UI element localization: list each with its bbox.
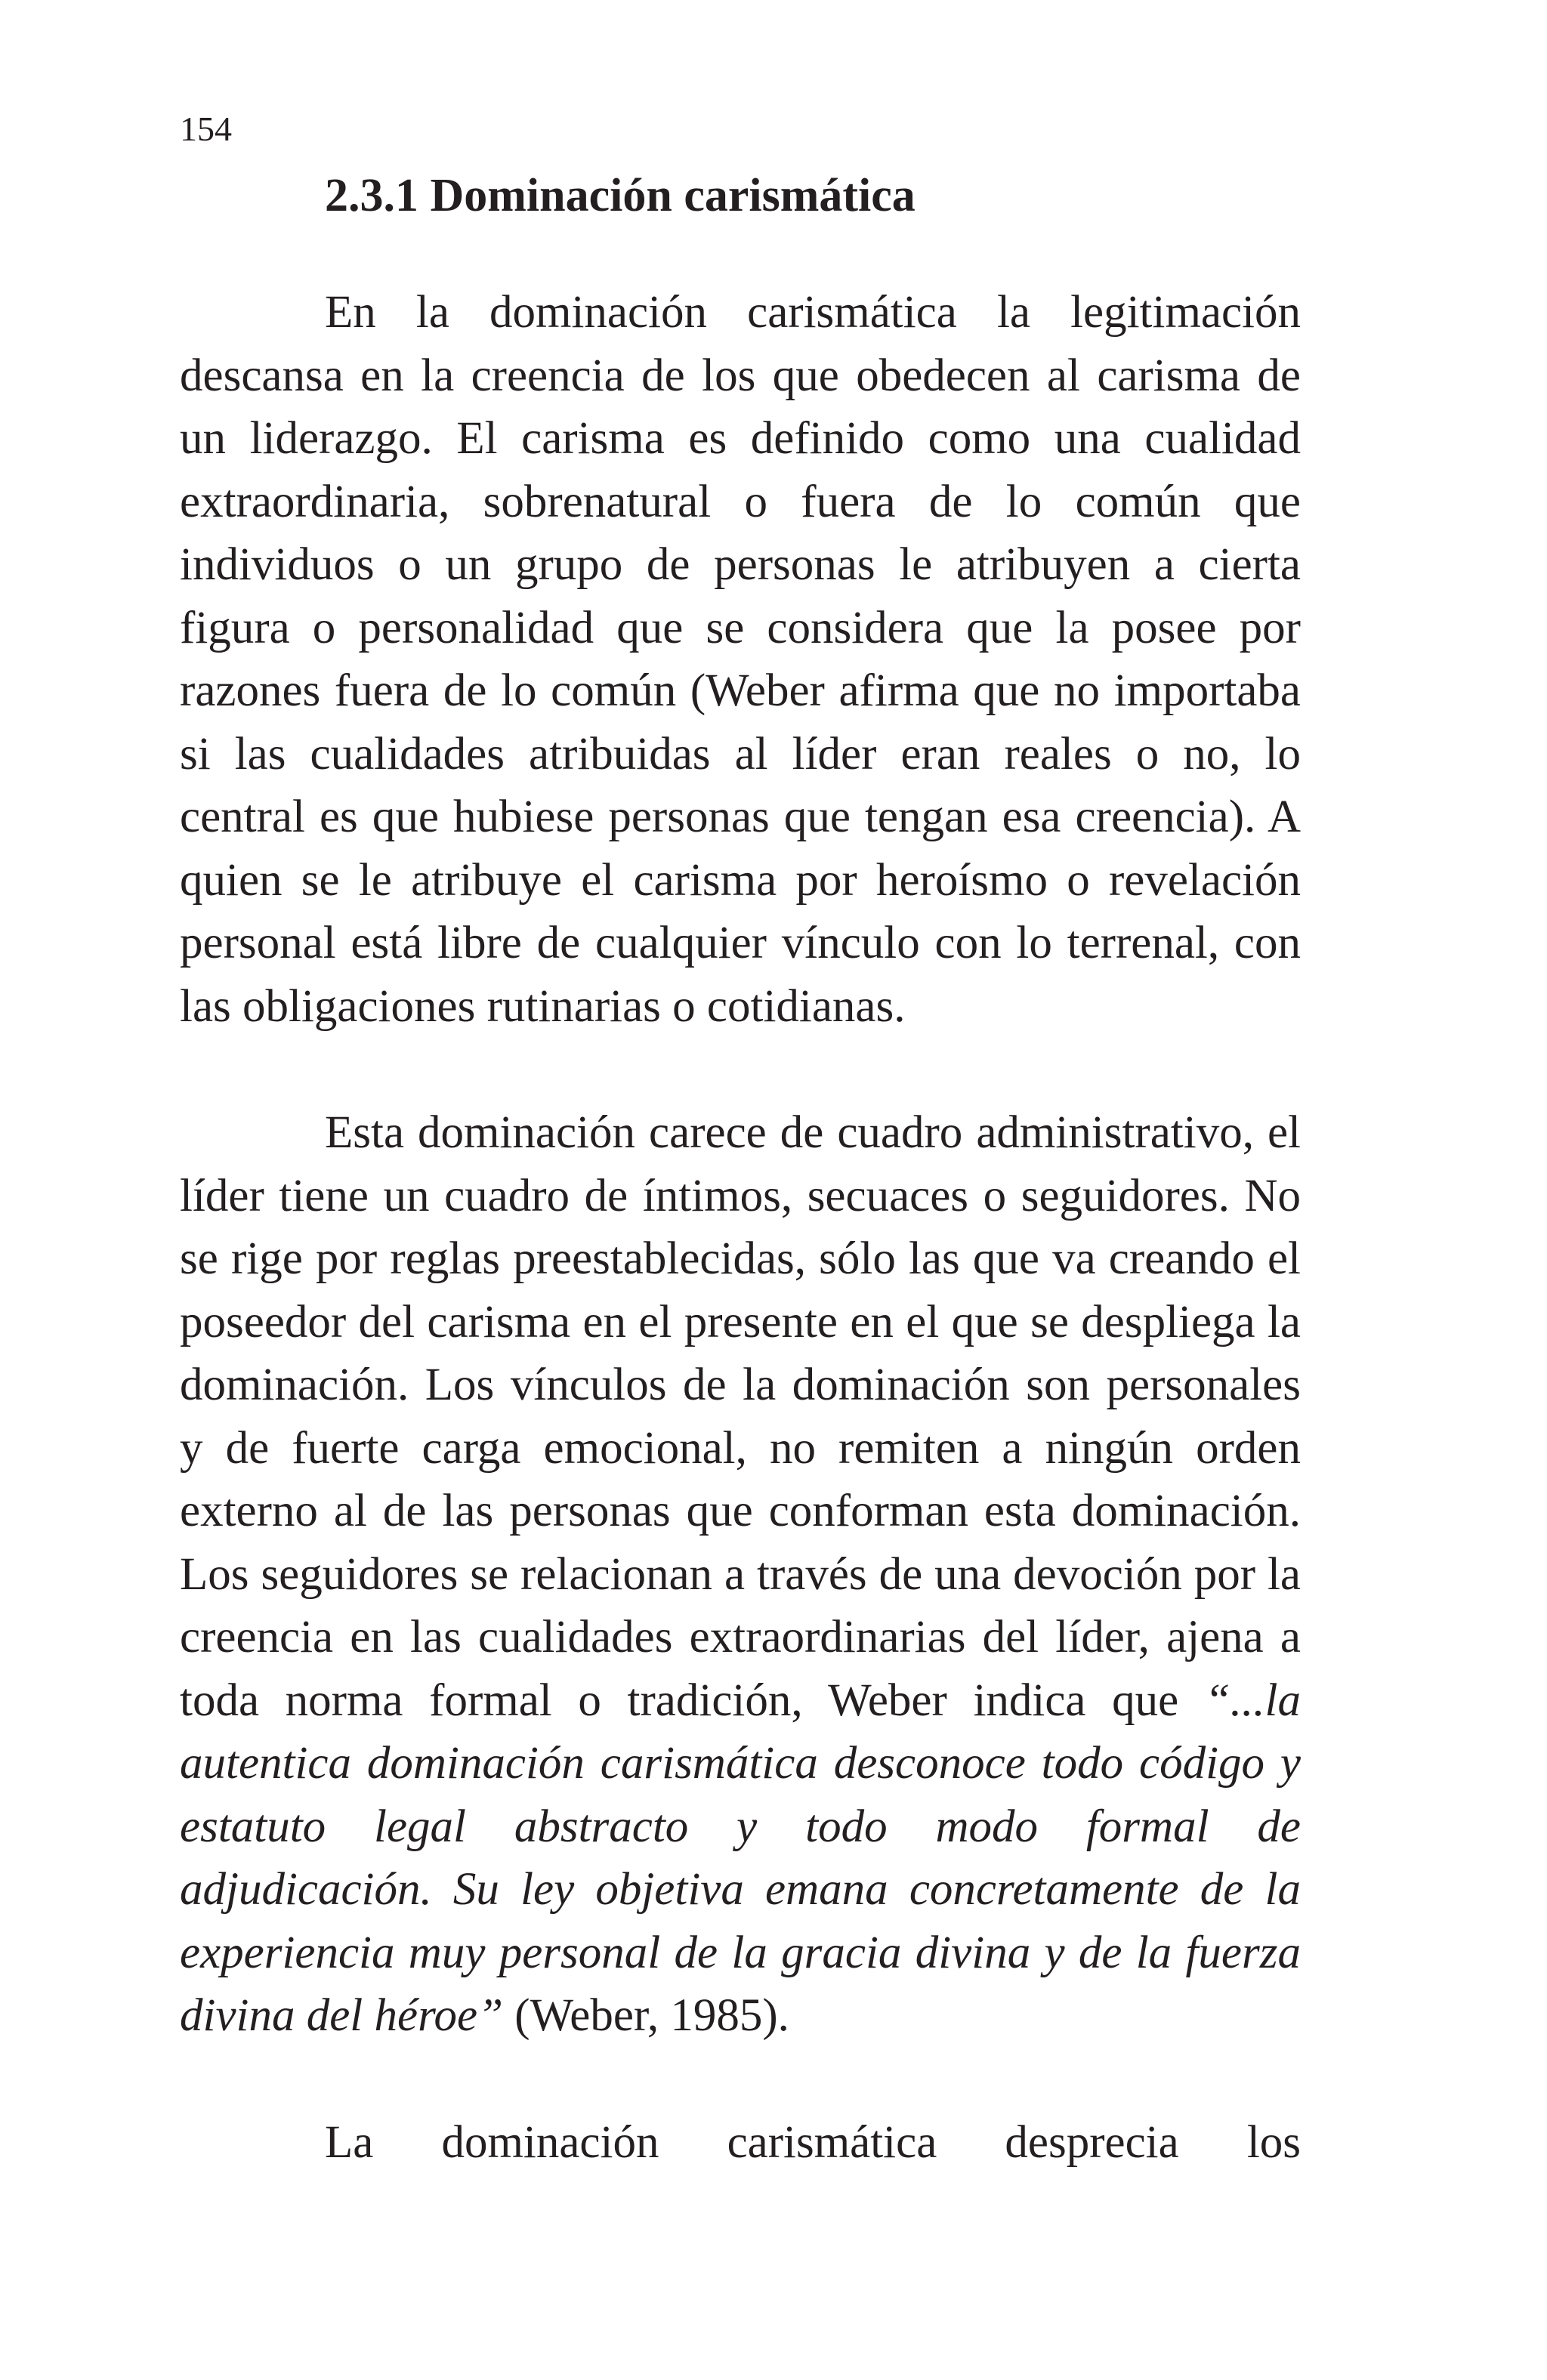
section-title: 2.3.1 Dominación carismática — [325, 170, 916, 221]
paragraph-text: Esta dominación carece de cuadro administrativo, el líder tiene un cuadro de íntimos, secuaces o seguidores. No se rige por reglas preestablecidas, sólo las que va creando el poseedor del carisma en el presente en el que se despliega la dominación. Los vínculos de la dominación son personales y de fuerte carga emocional, no remiten a ningún orden externo al de las personas que conforman esta dominación. Los seguidores se relacionan a través de una devoción por la creencia en las cualidades extraordinarias del líder, ajena a toda norma formal o tradición, Weber indica que — [180, 1107, 1301, 1726]
citation: (Weber, 1985). — [503, 1990, 789, 2041]
paragraph-charisma-definition: En la dominación carismática la legitimación descansa en la creencia de los que obedecen al carisma de un liderazgo. El carisma es definido como una cualidad extraordinaria, sobrenatural o fuera de lo común que individuos o un grupo de personas le atribuyen a cierta figura o personalidad que se considera que la posee por razones fuera de lo común (Weber afirma que no importaba si las cualidades atribuidas al líder eran reales o no, lo central es que hubiese personas que tengan esa creencia). A quien se le atribuye el carisma por heroísmo o revelación personal está libre de cualquier vínculo con lo terrenal, con las obligaciones rutinarias o cotidianas. — [180, 287, 1301, 1032]
paragraph-administrative-structure — [180, 1101, 1301, 2048]
body-text — [180, 281, 1301, 2174]
page-number: 154 — [180, 110, 232, 148]
paragraph-continuation: La dominación carismática desprecia los — [325, 2116, 1301, 2168]
weber-quote: “...la autentica dominación carismática desconoce todo código y estatuto legal abstracto y todo modo formal de adjudicación. Su ley objetiva emana concretamente de la experiencia muy personal de la gracia divina y de la fuerza divina del héroe” — [180, 1675, 1301, 2041]
